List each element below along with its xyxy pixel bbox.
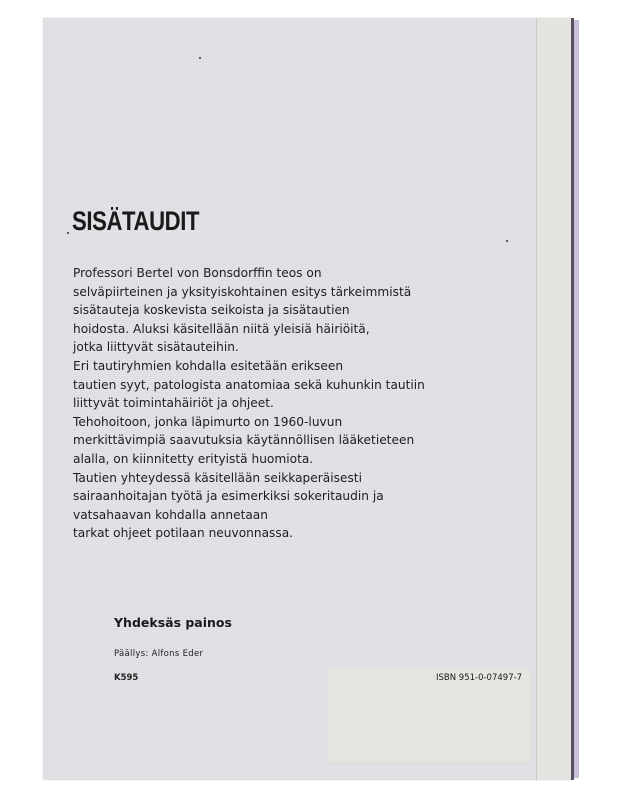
- description-line: vatsahaavan kohdalla annetaan: [73, 507, 268, 522]
- description-line: tarkat ohjeet potilaan neuvonnassa.: [73, 526, 294, 541]
- description-line: Eri tautiryhmien kohdalla esitetään erikseen: [73, 358, 344, 373]
- speck: [67, 232, 69, 234]
- description-line: Tautien yhteydessä käsitellään seikkaperäisesti: [73, 470, 362, 485]
- description-line: jotka liittyvät sisätauteihin.: [73, 340, 239, 355]
- spine-fold-line: [536, 18, 537, 780]
- description-line: alalla, on kiinnitetty erityistä huomiota.: [73, 451, 314, 466]
- description-line: selväpiirteinen ja yksityiskohtainen esitys tärkeimmistä: [73, 284, 412, 299]
- speck: [506, 240, 508, 242]
- description-line: Tehohoitoon, jonka läpimurto on 1960-luvun: [73, 414, 343, 429]
- spine-strip: [537, 18, 571, 780]
- page-edge-purple: [574, 20, 579, 778]
- book-code: K595: [114, 673, 139, 683]
- description-line: tautien syyt, patologista anatomiaa sekä kuhunkin tautiin: [73, 377, 425, 392]
- description-line: merkittävimpiä saavutuksia käytännöllisen lääketieteen: [73, 433, 415, 448]
- book-title: SISÄTAUDIT: [72, 206, 200, 236]
- description-line: liittyvät toimintahäiriöt ja ohjeet.: [73, 396, 274, 411]
- edition-label: Yhdeksäs painos: [114, 615, 232, 630]
- isbn: ISBN 951-0-07497-7: [436, 673, 523, 683]
- speck: [199, 57, 201, 59]
- cover-credit: Päällys: Alfons Eder: [114, 649, 204, 659]
- description-line: hoidosta. Aluksi käsitellään niitä yleisiä häiriöitä,: [73, 321, 370, 336]
- description-line: sisätauteja koskevista seikoista ja sisätautien: [73, 303, 350, 318]
- description-line: Professori Bertel von Bonsdorffin teos on: [73, 266, 322, 280]
- description: [73, 264, 509, 543]
- description-line: sairaanhoitajan työtä ja esimerkiksi sokeritaudin ja: [73, 489, 384, 504]
